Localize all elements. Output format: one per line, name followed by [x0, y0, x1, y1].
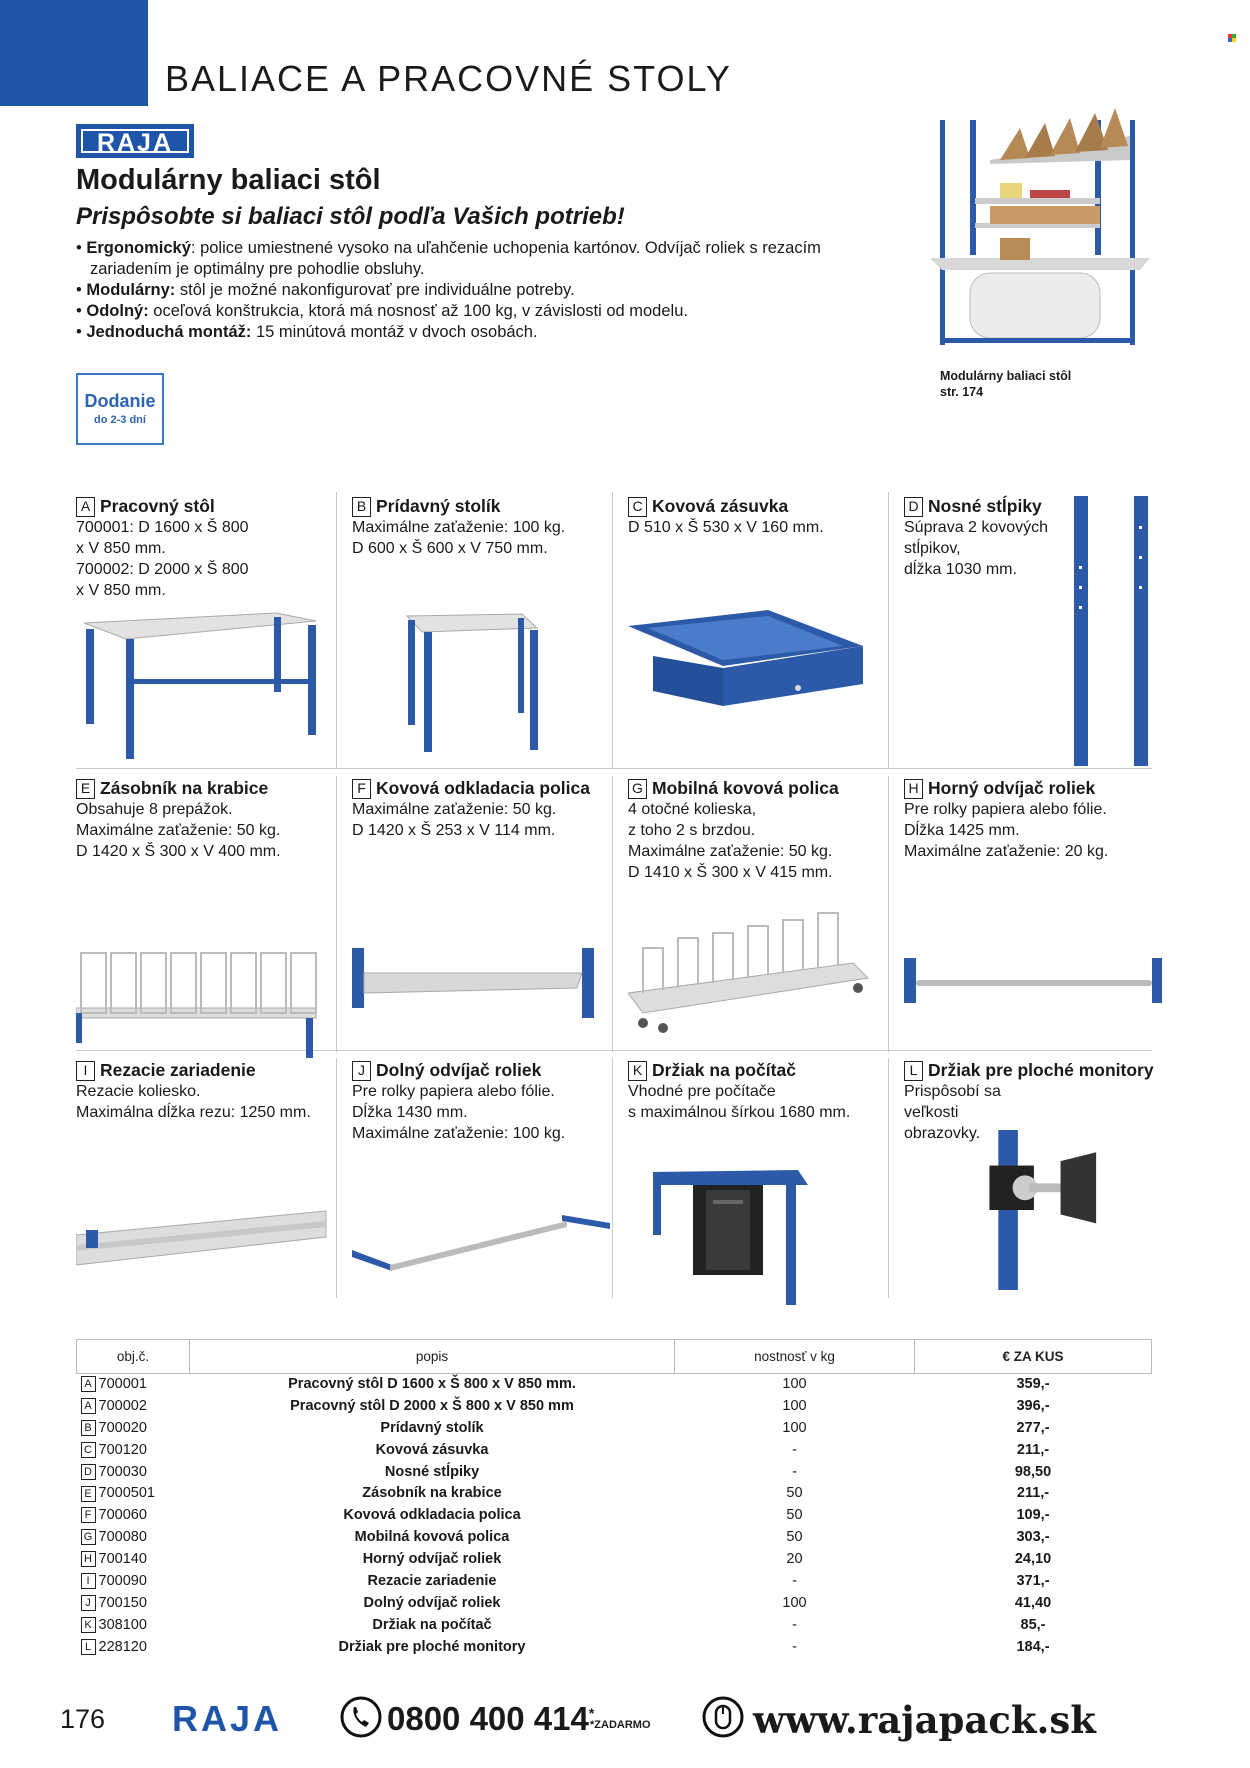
feature-item: • Jednoduchá montáž: 15 minútová montáž v dvoch osobách.: [76, 323, 538, 341]
table-row: K 308100 Držiak na počítač - 85,-: [77, 1614, 1152, 1636]
product-letter: C: [628, 497, 647, 517]
product-desc: Vhodné pre počítače s maximálnou šírkou 1680 mm.: [628, 1083, 851, 1121]
footer-raja-logo: RAJA: [172, 1698, 283, 1739]
work-table-image: [76, 611, 334, 771]
table-row: B 700020 Prídavný stolík 100 277,-: [77, 1417, 1152, 1439]
product-card-j: [352, 1060, 610, 1336]
product-name: Nosné stĺpiky: [928, 496, 1042, 516]
product-card-d: [904, 496, 1162, 772]
price-table: [76, 1339, 1152, 1658]
product-name: Kovová zásuvka: [652, 496, 789, 516]
mobile-shelf-image: [628, 898, 886, 1058]
table-row: E 7000501 Zásobník na krabice 50 211,-: [77, 1483, 1152, 1505]
bottom-roll-holder-image: [352, 1175, 610, 1335]
table-row: F 700060 Kovová odkladacia polica 50 109,-: [77, 1505, 1152, 1527]
product-desc: Maximálne zaťaženie: 50 kg. D 1420 x Š 253 x V 114 mm.: [352, 801, 557, 839]
product-card-e: [76, 778, 334, 1054]
product-letter: H: [904, 779, 923, 799]
packing-table-image: [930, 98, 1150, 370]
product-card-a: [76, 496, 334, 772]
product-letter: F: [352, 779, 371, 799]
header-cena: € ZA KUS: [915, 1340, 1152, 1374]
product-card-l: [904, 1060, 1162, 1336]
feature-item: • Ergonomický: police umiestnené vysoko na uľahčenie uchopenia kartónov. Odvíjač roliek s rezacím zariadením je optimálny pre pohodlie obsluhy.: [76, 239, 821, 278]
product-name: Držiak na počítač: [652, 1060, 796, 1080]
product-letter: G: [628, 779, 647, 799]
monitor-holder-image: [904, 1130, 1162, 1290]
grid-divider: [336, 1058, 337, 1298]
product-name: Držiak pre ploché monitory: [928, 1060, 1154, 1080]
intro-subtitle: Prispôsobte si baliaci stôl podľa Vašich potrieb!: [76, 203, 625, 230]
product-desc: Prispôsobí sa veľkosti obrazovky.: [904, 1083, 1001, 1142]
product-card-f: [352, 778, 610, 1054]
table-row: I 700090 Rezacie zariadenie - 371,-: [77, 1571, 1152, 1593]
color-mark-icon: [1228, 34, 1236, 42]
product-letter: E: [76, 779, 95, 799]
support-posts-image: [1054, 496, 1164, 766]
header-corner-block: [0, 0, 148, 106]
table-row: H 700140 Horný odvíjač roliek 20 24,10: [77, 1549, 1152, 1571]
cutting-device-image: [76, 1175, 334, 1335]
mouse-icon: [702, 1696, 744, 1738]
product-name: Dolný odvíjač roliek: [376, 1060, 542, 1080]
feature-item: • Odolný: oceľová konštrukcia, ktorá má nosnosť až 100 kg, v závislosti od modelu.: [76, 302, 688, 320]
metal-drawer-image: [628, 606, 886, 766]
free-call-note: *ZADARMO: [590, 1719, 651, 1731]
product-name: Mobilná kovová polica: [652, 778, 839, 798]
raja-logo: RAJA: [76, 124, 194, 158]
header-code: obj.č.: [77, 1340, 190, 1374]
product-desc: Pre rolky papiera alebo fólie. Dĺžka 1430 mm. Maximálne zaťaženie: 100 kg.: [352, 1083, 566, 1142]
product-desc: Maximálne zaťaženie: 100 kg. D 600 x Š 600 x V 750 mm.: [352, 519, 566, 557]
table-row: A 700002 Pracovný stôl D 2000 x Š 800 x V 850 mm 100 396,-: [77, 1395, 1152, 1417]
hero-caption: Modulárny baliaci stôl str. 174: [940, 369, 1072, 399]
grid-divider: [888, 776, 889, 1052]
product-card-b: [352, 496, 610, 772]
page-title: BALIACE A PRACOVNÉ STOLY: [165, 58, 732, 99]
phone-icon: [340, 1696, 382, 1738]
website-link[interactable]: www.rajapack.sk: [753, 1698, 1096, 1742]
product-card-g: [628, 778, 886, 1054]
feature-item: • Modulárny: stôl je možné nakonfigurovať pre individuálne potreby.: [76, 281, 575, 299]
product-letter: K: [628, 1061, 647, 1081]
product-card-c: [628, 496, 886, 772]
intro-title: Modulárny baliaci stôl: [76, 164, 381, 196]
product-letter: I: [76, 1061, 95, 1081]
product-desc: 4 otočné kolieska, z toho 2 s brzdou. Maximálne zaťaženie: 50 kg. D 1410 x Š 300 x V 415 mm.: [628, 801, 833, 881]
product-name: Horný odvíjač roliek: [928, 778, 1096, 798]
header-popis: popis: [190, 1340, 675, 1374]
product-name: Prídavný stolík: [376, 496, 501, 516]
product-desc: D 510 x Š 530 x V 160 mm.: [628, 519, 824, 536]
product-name: Zásobník na krabice: [100, 778, 269, 798]
product-card-h: [904, 778, 1162, 1054]
feature-list: [76, 238, 896, 343]
grid-divider: [612, 1058, 613, 1298]
table-row: A 700001 Pracovný stôl D 1600 x Š 800 x V 850 mm. 100 359,-: [77, 1374, 1152, 1396]
table-row: L 228120 Držiak pre ploché monitory - 184,-: [77, 1636, 1152, 1658]
table-row: D 700030 Nosné stĺpiky - 98,50: [77, 1461, 1152, 1483]
computer-holder-image: [628, 1160, 886, 1320]
product-letter: B: [352, 497, 371, 517]
table-row: G 700080 Mobilná kovová polica 50 303,-: [77, 1527, 1152, 1549]
product-letter: D: [904, 497, 923, 517]
grid-divider: [888, 1058, 889, 1298]
product-letter: J: [352, 1061, 371, 1081]
product-name: Rezacie zariadenie: [100, 1060, 256, 1080]
grid-divider: [612, 776, 613, 1052]
product-desc: Rezacie koliesko. Maximálna dĺžka rezu: 1250 mm.: [76, 1083, 311, 1121]
header-nostnost: nostnosť v kg: [675, 1340, 915, 1374]
page-number: 176: [60, 1704, 106, 1734]
product-letter: A: [76, 497, 95, 517]
product-desc: Súprava 2 kovových stĺpikov, dĺžka 1030 mm.: [904, 519, 1049, 578]
product-name: Pracovný stôl: [100, 496, 215, 516]
delivery-badge: Dodanie do 2-3 dní: [76, 373, 164, 445]
product-card-k: [628, 1060, 886, 1336]
product-desc: Obsahuje 8 prepážok. Maximálne zaťaženie: 50 kg. D 1420 x Š 300 x V 400 mm.: [76, 801, 281, 860]
product-desc: 700001: D 1600 x Š 800 x V 850 mm. 700002: D 2000 x Š 800 x V 850 mm.: [76, 519, 249, 599]
phone-number[interactable]: 0800 400 414*: [387, 1700, 595, 1737]
table-row: C 700120 Kovová zásuvka - 211,-: [77, 1439, 1152, 1461]
product-letter: L: [904, 1061, 923, 1081]
side-table-image: [352, 606, 610, 766]
table-row: J 700150 Dolný odvíjač roliek 100 41,40: [77, 1592, 1152, 1614]
product-desc: Pre rolky papiera alebo fólie. Dĺžka 1425 mm. Maximálne zaťaženie: 20 kg.: [904, 801, 1109, 860]
product-card-i: [76, 1060, 334, 1336]
grid-divider: [888, 492, 889, 768]
grid-divider: [612, 492, 613, 768]
grid-divider: [336, 776, 337, 1052]
product-name: Kovová odkladacia polica: [376, 778, 590, 798]
grid-divider: [336, 492, 337, 768]
